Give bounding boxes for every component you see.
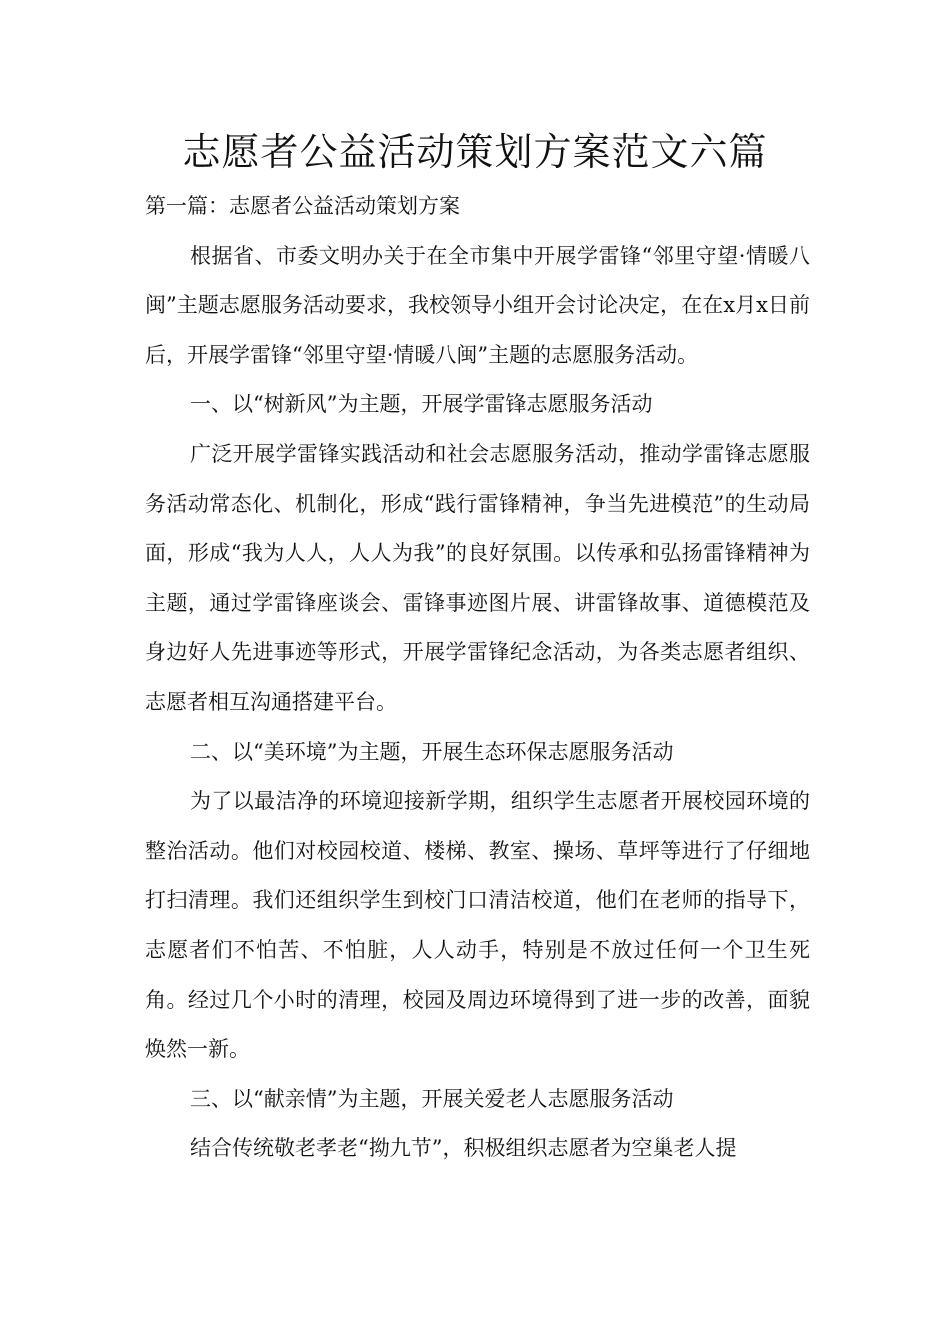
section-heading: 三、以“献亲情”为主题，开展关爱老人志愿服务活动 xyxy=(190,1086,674,1111)
body-paragraph: 广泛开展学雷锋实践活动和社会志愿服务活动，推动学雷锋志愿服务活动常态化、机制化，形成“践行雷锋精神，争当先进模范”的生动局面，形成“我为人人，人人为我”的良好氛围。以传承和弘扬雷锋精神为主题，通过学雷锋座谈会、雷锋事迹图片展、讲雷锋故事、道德模范及身边好人先进事迹等形式，开展学雷锋纪念活动，为各类志愿者组织、志愿者相互沟通搭建平台。 xyxy=(145,441,810,714)
section-subtitle: 第一篇：志愿者公益活动策划方案 xyxy=(145,194,460,218)
body-paragraph: 为了以最洁净的环境迎接新学期，组织学生志愿者开展校园环境的整治活动。他们对校园校道、楼梯、教室、操场、草坪等进行了仔细地打扫清理。我们还组织学生到校门口清洁校道，他们在老师的指导下，志愿者们不怕苦、不怕脏，人人动手，特别是不放过任何一个卫生死角。经过几个小时的清理，校园及周边环境得到了进一步的改善，面貌焕然一新。 xyxy=(145,789,810,1062)
section-heading: 一、以“树新风”为主题，开展学雷锋志愿服务活动 xyxy=(190,392,653,417)
body-paragraph: 根据省、市委文明办关于在全市集中开展学雷锋“邻里守望·情暖八闽”主题志愿服务活动要求，我校领导小组开会讨论决定，在在x月x日前后，开展学雷锋“邻里守望·情暖八闽”主题的志愿服务活动。 xyxy=(145,243,810,367)
section-heading: 二、以“美环境”为主题，开展生态环保志愿服务活动 xyxy=(190,739,674,764)
body-paragraph: 结合传统敬老孝老“拗九节”，积极组织志愿者为空巢老人提 xyxy=(190,1136,737,1161)
document-body xyxy=(145,182,810,1174)
document-title: 志愿者公益活动策划方案范文六篇 xyxy=(182,130,768,174)
